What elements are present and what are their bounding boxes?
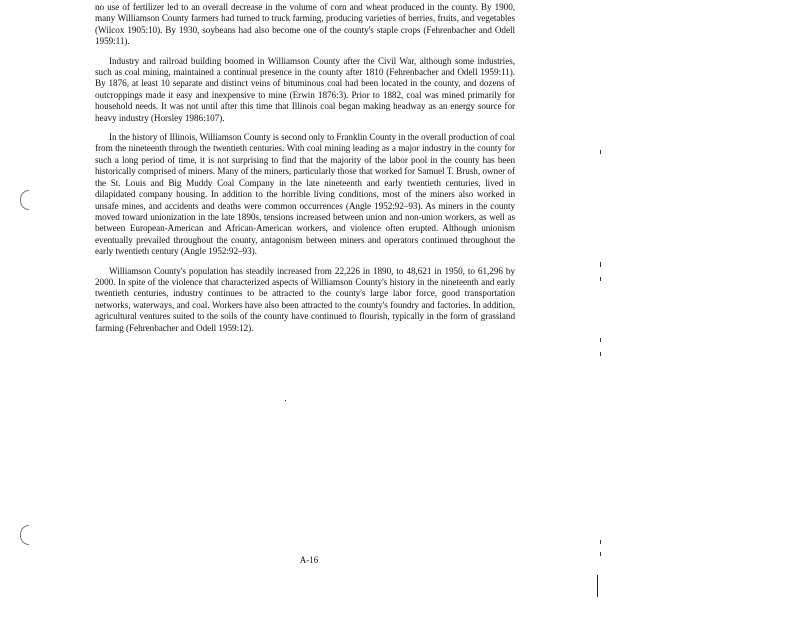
- scan-speck: [600, 338, 601, 342]
- scan-artifact-line: [597, 575, 598, 597]
- paragraph-population: Williamson County's population has steadily increased from 22,226 in 1890, to 48,621 in 1950, to 61,296 by 2000. In spite of the violence that characterized aspects of Williamson County's history in the nineteenth and early twentieth centuries, industry continues to be attracted to the county's large labor force, good transportation networks, waterways, and coal. Workers have also been attracted to the county's foundry and factories. In addition, agricultural ventures suited to the soils of the county have continued to flourish, typically in the form of grassland farming (Fehrenbacher and Odell 1959:12).: [95, 265, 515, 333]
- paragraph-agriculture: no use of fertilizer led to an overall decrease in the volume of corn and wheat produced in the county. By 1900, many Williamson County farmers had turned to truck farming, producing varieties of berries, fruits, and vegetables (Wilcox 1905:10). By 1930, soybeans had also become one of the county's staple crops (Fehrenbacher and Odell 1959:11).: [95, 2, 515, 47]
- scan-speck: [600, 277, 601, 281]
- scan-speck: [600, 262, 601, 267]
- page-number: A-16: [299, 555, 319, 565]
- scan-speck: [600, 352, 601, 356]
- scan-artifact-curve: [20, 190, 29, 210]
- paragraph-industry: Industry and railroad building boomed in Williamson County after the Civil War, although some industries, such as coal mining, maintained a continual presence in the county after 1810 (Fehrenbacher and Odell 1959:11). By 1876, at least 10 separate and distinct veins of bituminous coal had been located in the county, and dozens of outcroppings made it easy and inexpensive to mine (Erwin 1876:3). Prior to 1882, coal was mined primarily for household needs. It was not until after this time that Illinois coal began making headway as an energy source for heavy industry (Horsley 1986:107).: [95, 55, 515, 123]
- body-text: [95, 2, 515, 342]
- scan-speck: [600, 540, 601, 544]
- scan-speck: [600, 150, 601, 154]
- scan-speck: [600, 552, 601, 556]
- scan-speck: [285, 400, 286, 401]
- paragraph-coal-mining: In the history of Illinois, Williamson County is second only to Franklin County in the overall production of coal from the nineteenth through the twentieth centuries. With coal mining leading as a major industry in the county for such a long period of time, it is not surprising to find that the majority of the labor pool in the county has been historically comprised of miners. Many of the miners, particularly those that worked for Samuel T. Brush, owner of the St. Louis and Big Muddy Coal Company in the late nineteenth and early twentieth centuries, lived in dilapidated company housing. In addition to the horrible living conditions, most of the miners also worked in unsafe mines, and accidents and deaths were common occurrences (Angle 1952:92–93). As miners in the county moved toward unionization in the late 1890s, tensions increased between union and non-union workers, as well as between European-American and African-American workers, and violence often erupted. Although unionism eventually prevailed throughout the county, antagonism between miners and operators continued throughout the early twentieth century (Angle 1952:92–93).: [95, 132, 515, 257]
- scan-artifact-curve: [20, 525, 29, 545]
